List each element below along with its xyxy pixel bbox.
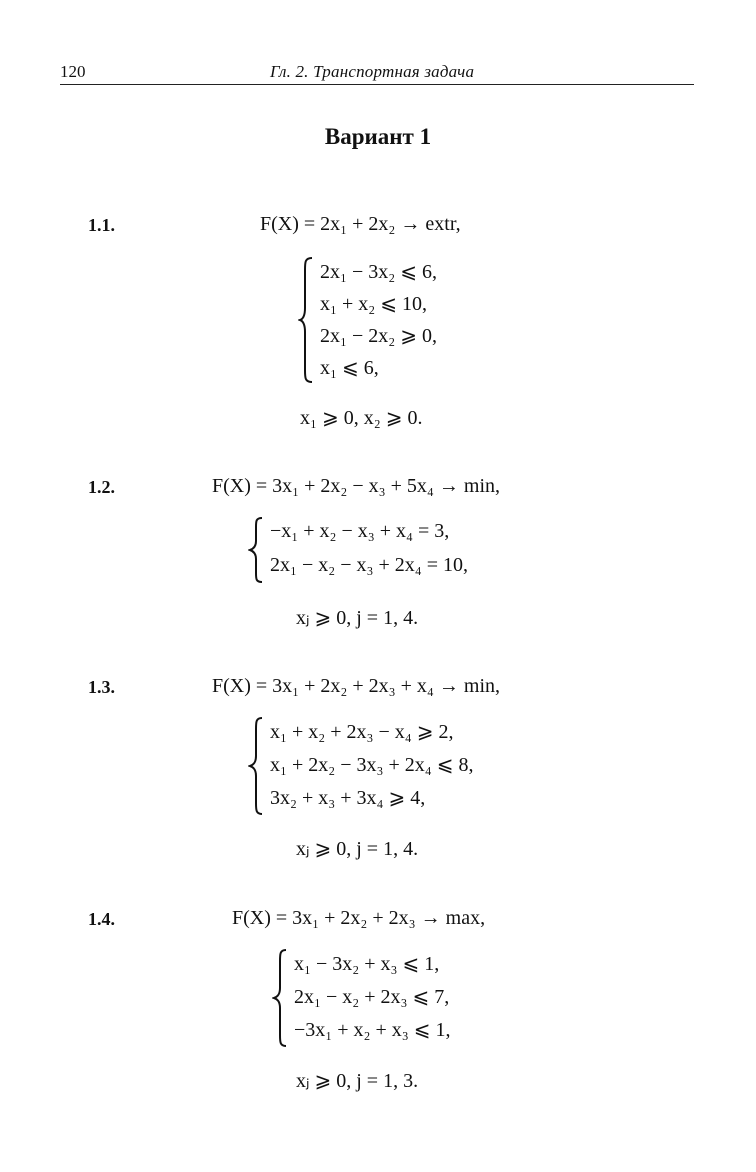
constraint-line: 2x₁ − x₂ + 2x₃ ⩽ 7,: [294, 986, 450, 1008]
constraint-line: x₁ + x₂ + 2x₃ − x₄ ⩾ 2,: [270, 721, 454, 743]
left-brace-icon: [248, 716, 264, 816]
constraint-line: 3x₂ + x₃ + 3x₄ ⩾ 4,: [270, 787, 426, 809]
problem-number: 1.1.: [88, 215, 115, 235]
nonnegativity-condition: x₁ ⩾ 0, x₂ ⩾ 0.: [300, 407, 423, 429]
constraint-line: −3x₁ + x₂ + x₃ ⩽ 1,: [294, 1019, 451, 1041]
nonnegativity-condition: xⱼ ⩾ 0, j = 1, 4.: [296, 607, 419, 629]
constraint-system: [298, 256, 498, 384]
left-brace-icon: [248, 516, 264, 584]
left-brace-icon: [298, 256, 314, 384]
left-brace-icon: [272, 948, 288, 1048]
running-header: [60, 58, 694, 85]
objective-function: F(X) = 3x₁ + 2x₂ − x₃ + 5x₄ → min,: [212, 475, 501, 497]
constraint-line: x₁ + x₂ ⩽ 10,: [320, 293, 427, 315]
problem-number: 1.4.: [88, 909, 115, 929]
objective-function: F(X) = 2x₁ + 2x₂ → extr,: [260, 213, 461, 235]
constraint-system: [248, 716, 508, 816]
constraint-line: x₁ + 2x₂ − 3x₃ + 2x₄ ⩽ 8,: [270, 754, 474, 776]
objective-function: F(X) = 3x₁ + 2x₂ + 2x₃ → max,: [232, 907, 486, 929]
constraint-line: 2x₁ − 3x₂ ⩽ 6,: [320, 261, 437, 283]
constraint-line: 2x₁ − 2x₂ ⩾ 0,: [320, 325, 437, 347]
problem-number: 1.2.: [88, 477, 115, 497]
running-title: Гл. 2. Транспортная задача: [270, 62, 475, 81]
variant-title: Вариант 1: [324, 124, 432, 149]
constraint-line: 2x₁ − x₂ − x₃ + 2x₄ = 10,: [270, 554, 469, 576]
page-number: 120: [60, 62, 86, 81]
constraint-line: x₁ − 3x₂ + x₃ ⩽ 1,: [294, 953, 440, 975]
constraint-line: −x₁ + x₂ − x₃ + x₄ = 3,: [270, 520, 450, 542]
nonnegativity-condition: xⱼ ⩾ 0, j = 1, 3.: [296, 1070, 419, 1092]
objective-function: F(X) = 3x₁ + 2x₂ + 2x₃ + x₄ → min,: [212, 675, 501, 697]
nonnegativity-condition: xⱼ ⩾ 0, j = 1, 4.: [296, 838, 419, 860]
constraint-line: x₁ ⩽ 6,: [320, 357, 379, 379]
problem-number: 1.3.: [88, 677, 115, 697]
constraint-system: [272, 948, 512, 1048]
constraint-system: [248, 516, 508, 584]
